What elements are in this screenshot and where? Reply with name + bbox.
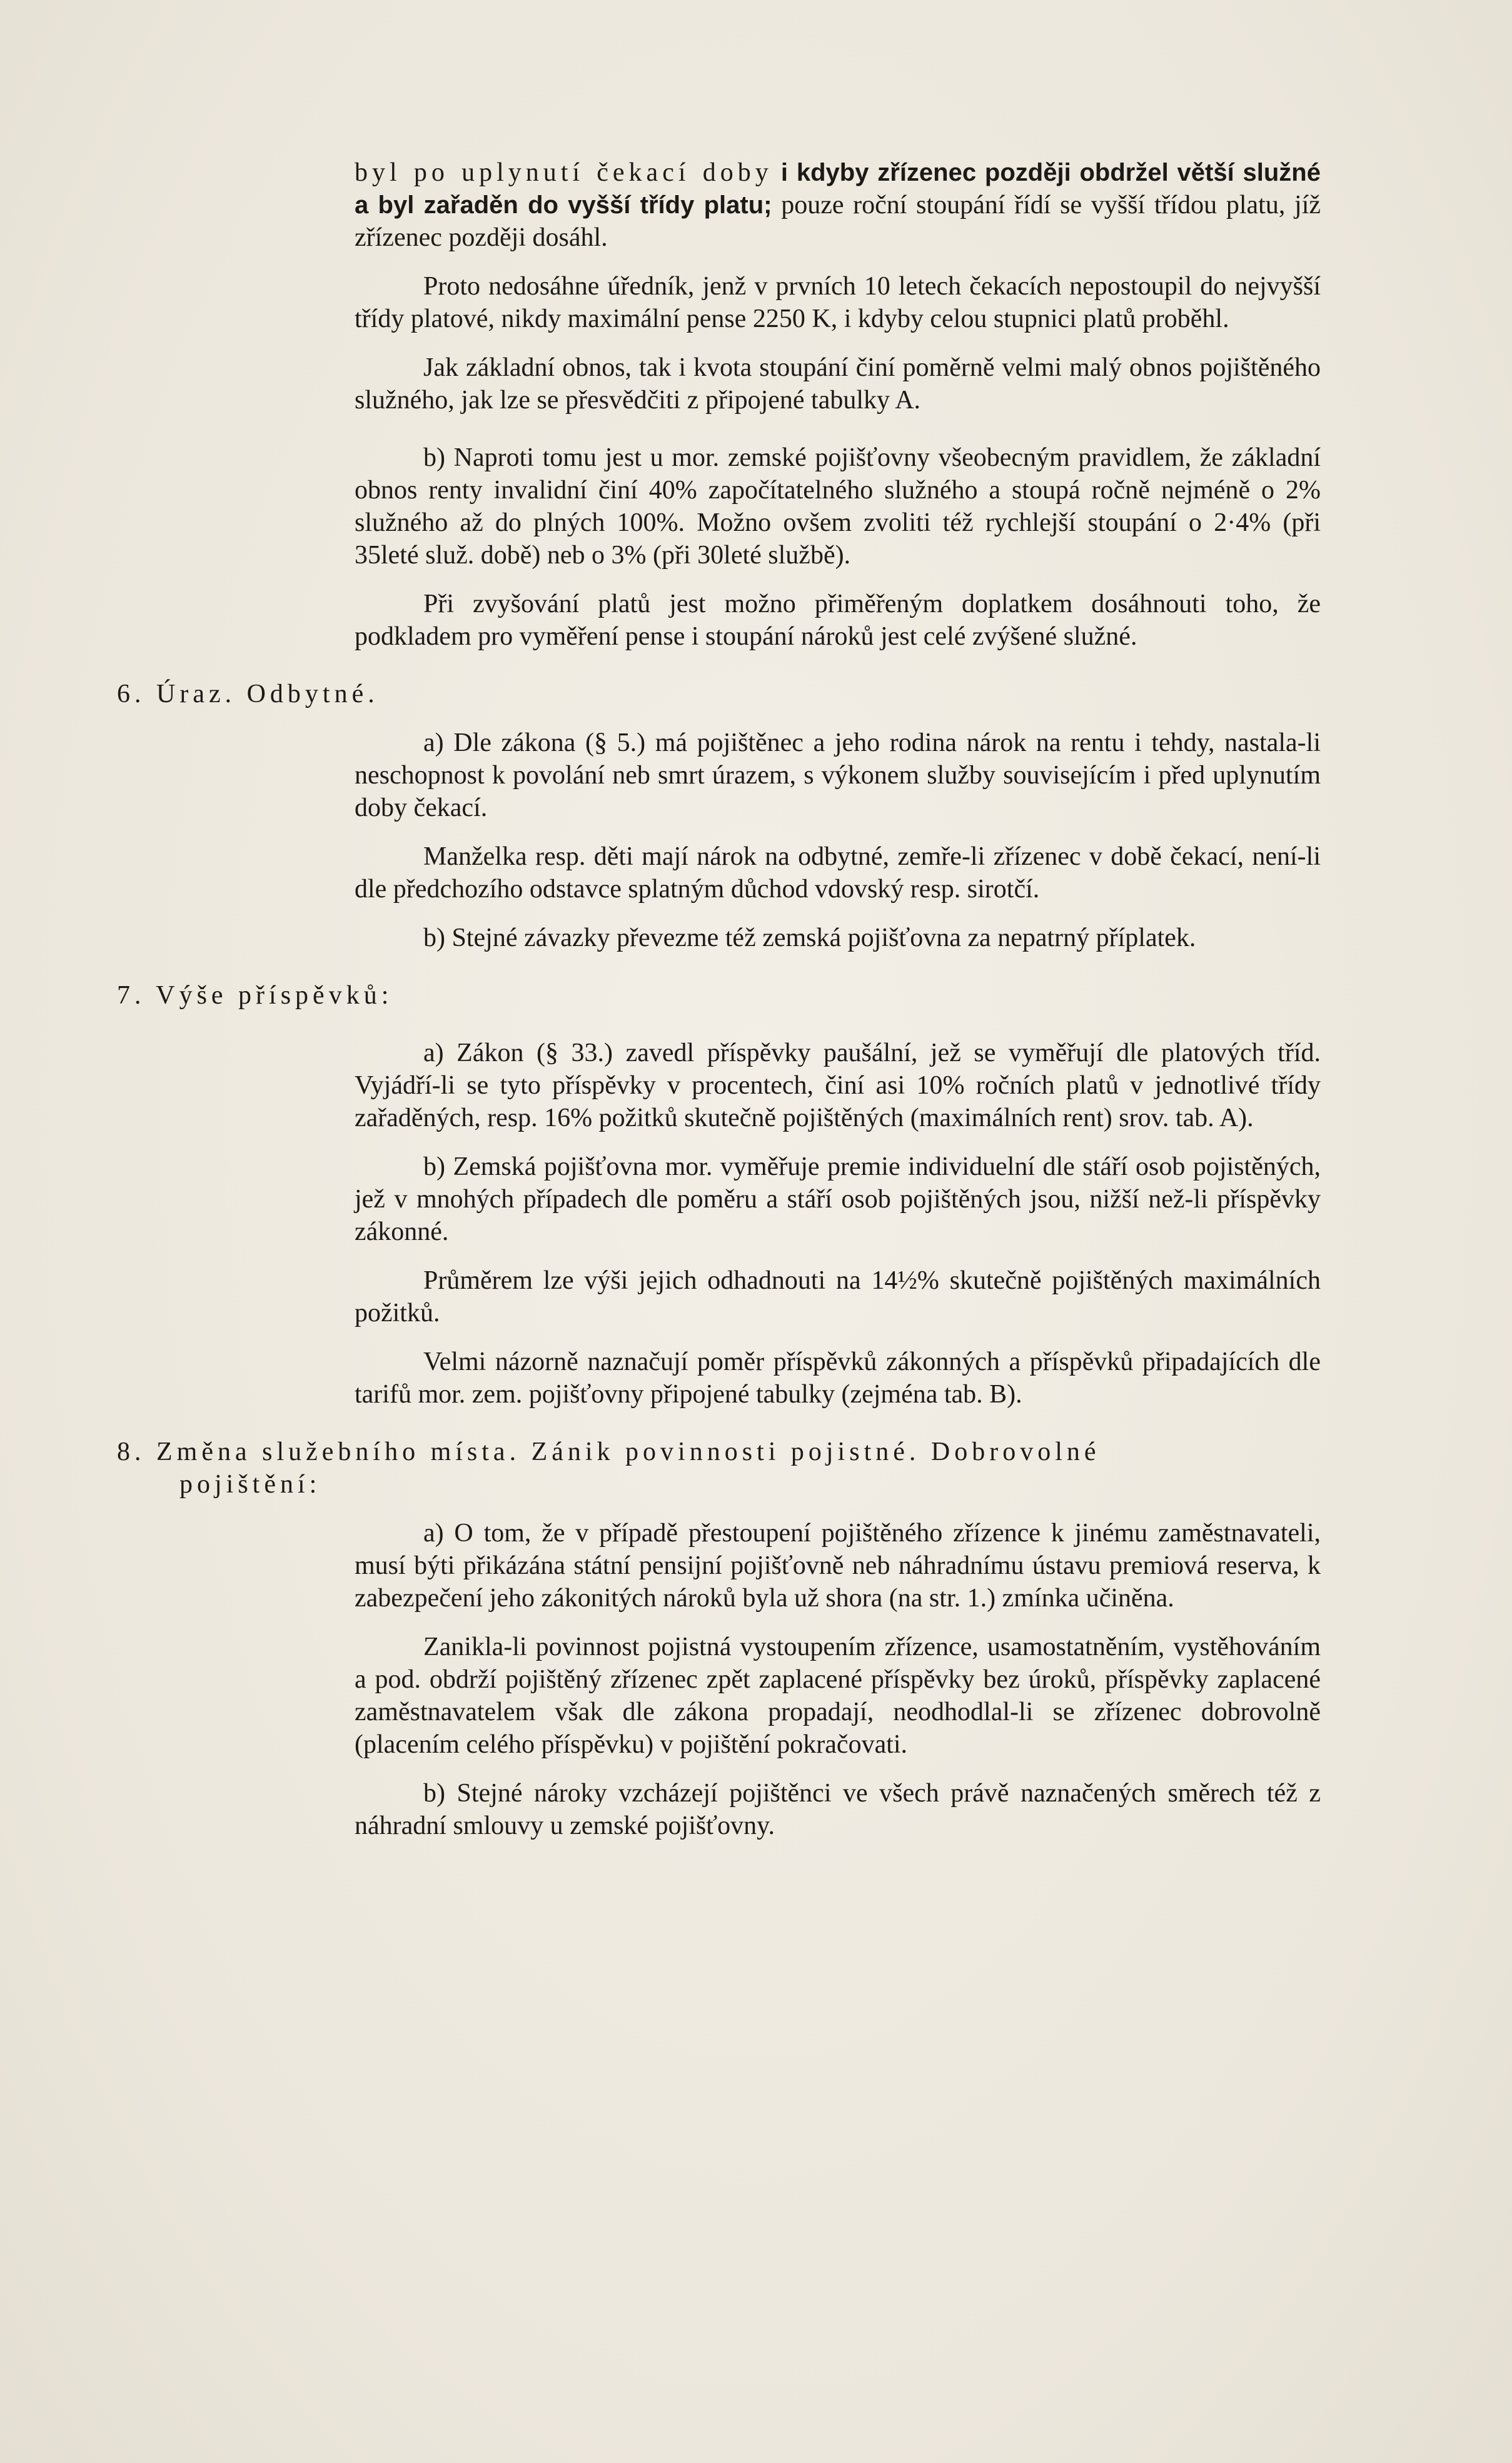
text-column (117, 156, 1321, 1842)
section-7-heading: 7. Výše příspěvků: (117, 981, 393, 1010)
section-7-c: Průměrem lze výši jejich odhadnouti na 14½% skutečně pojištěných maximálních požitků. (355, 1266, 1321, 1327)
section-8-b: b) Stejné nároky vzcházejí pojištěnci ve všech právě naznačených směrech též z náhradní smlouvy u zemské pojišťovny. (355, 1779, 1321, 1840)
section-7-b: b) Zemská pojišťovna mor. vyměřuje premie individuelní dle stáří osob pojistěných, jež v mnohých případech dle poměru a stáří osob pojištěných jsou, nižší než-li příspěvky zákonné. (355, 1152, 1321, 1246)
section-8-a: a) O tom, že v případě přestoupení pojištěného zřízence k jinému zaměstnavateli, musí býti přikázána státní pensijní pojišťovně neb náhradnímu ústavu premiová reserva, k zabezpečení jeho zákonitých nároků byla už shora (na str. 1.) zmínka učiněna. (355, 1519, 1321, 1613)
paragraph-1: byl po uplynutí čekací doby i kdyby zřízenec později obdržel větší služné a byl zařaděn do vyšší třídy platu; pouze roční stoupání řídí se vyšší třídou platu, jíž zřízenec později dosáhl. (355, 158, 1321, 252)
section-8-a2: Zanikla-li povinnost pojistná vystoupením zřízence, usamostatněním, vystěhováním a pod. obdrží pojištěný zřízenec zpět zaplacené příspěvky bez úroků, příspěvky zaplacené zaměstnavatelem však dle zákona propadají, neodhodlal-li se zřízenec dobrovolně (placením celého příspěvku) v pojištění pokračovati. (355, 1633, 1321, 1759)
section-7-d: Velmi názorně naznačují poměr příspěvků zákonných a příspěvků připadajících dle tarifů mor. zem. pojišťovny připojené tabulky (zejména tab. B). (355, 1347, 1321, 1409)
section-7-a: a) Zákon (§ 33.) zavedl příspěvky paušální, jež se vyměřují dle platových tříd. Vyjádří-li se tyto příspěvky v procentech, činí asi 10% ročních platů v jednotlivé třídy zařaděných, resp. 16% požitků skutečně pojištěných (maximálních rent) srov. tab. A). (355, 1039, 1321, 1132)
paragraph-5: Při zvyšování platů jest možno přiměřeným doplatkem dosáhnouti toho, že podkladem pro vyměření pense i stoupání nároků jest celé zvýšené služné. (355, 590, 1321, 651)
section-6-a2: Manželka resp. děti mají nárok na odbytné, zemře-li zřízenec v době čekací, není-li dle předchozího odstavce splatným důchod vdovský resp. sirotčí. (355, 842, 1321, 904)
paragraph-3: Jak základní obnos, tak i kvota stoupání činí poměrně velmi malý obnos pojištěného služného, jak lze se přesvědčiti z připojené tabulky A. (355, 353, 1321, 415)
paragraph-4: b) Naproti tomu jest u mor. zemské pojišťovny všeobecným pravidlem, že základní obnos renty invalidní činí 40% započítatelného služného a stoupá ročně nejméně o 2% služného až do plných 100%. Možno ovšem zvoliti též rychlejší stoupání o 2·4% (při 35leté služ. době) neb o 3% (při 30leté službě). (355, 443, 1321, 570)
section-6-heading: 6. Úraz. Odbytné. (117, 680, 379, 708)
section-8-heading: 8. Změna služebního místa. Zánik povinnosti pojistné. Dobrovolné pojištění: (117, 1438, 1101, 1499)
section-6-a: a) Dle zákona (§ 5.) má pojištěnec a jeho rodina nárok na rentu i tehdy, nastala-li neschopnost k povolání neb smrt úrazem, s výkonem služby souvisejícím i před uplynutím doby čekací. (355, 728, 1321, 822)
bold-phrase: i kdyby zřízenec později obdržel větší služné a byl zařaděn do vyšší třídy platu; (355, 159, 1321, 219)
paragraph-2: Proto nedosáhne úředník, jenž v prvních 10 letech čekacích nepostoupil do nejvyšší třídy platové, nikdy maximální pense 2250 K, i kdyby celou stupnici platů proběhl. (355, 272, 1321, 333)
section-6-b: b) Stejné závazky převezme též zemská pojišťovna za nepatrný příplatek. (423, 924, 1196, 952)
